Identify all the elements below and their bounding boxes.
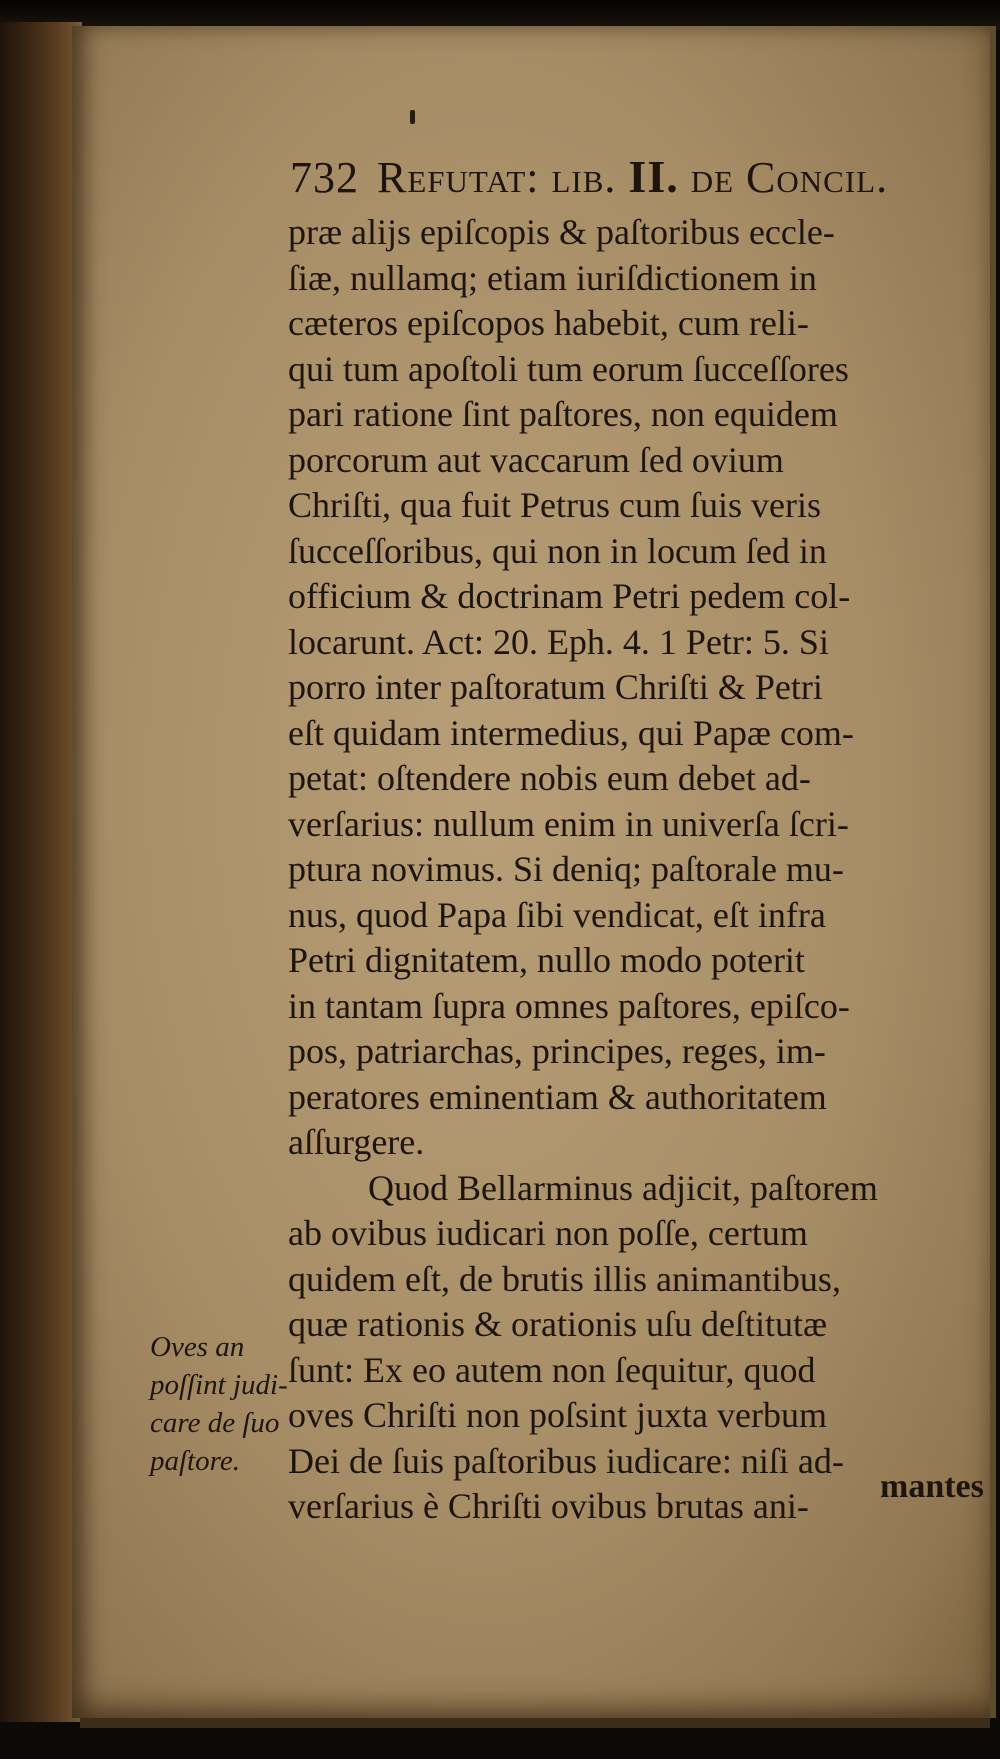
text-line: ſunt: Ex eo autem non ſequitur, quod — [288, 1349, 816, 1390]
text-line: Petri dignitatem, nullo modo poterit — [288, 940, 805, 980]
ink-mark — [410, 110, 415, 124]
text-line: locarunt. Act: 20. Eph. 4. 1 Petr: 5. Si — [288, 621, 829, 662]
text-line: præ alijs epiſcopis & paſtoribus eccle- — [288, 212, 835, 252]
margin-note-line: care de ſuo — [150, 1407, 280, 1439]
book-numeral: II. — [628, 151, 679, 202]
running-title-end: de Concil. — [690, 153, 889, 202]
margin-note-line: paſtore. — [150, 1445, 240, 1477]
text-line: Chriſti, qua fuit Petrus cum ſuis veris — [288, 485, 821, 525]
margin-note-line: Oves an — [150, 1331, 245, 1363]
text-line: quidem eſt, de brutis illis animantibus, — [288, 1258, 841, 1299]
margin-note-line: poſſint judi- — [150, 1369, 288, 1401]
text-line: pos, patriarchas, principes, reges, im- — [288, 1031, 826, 1071]
book-binding — [0, 22, 82, 1722]
text-line: peratores eminentiam & authoritatem — [288, 1076, 827, 1117]
margin-note — [150, 1328, 290, 1480]
text-line: verſarius: nullum enim in univerſa ſcri- — [288, 803, 849, 844]
text-line: ſucceſſoribus, qui non in locum ſed in — [288, 530, 827, 571]
text-line: pari ratione ſint paſtores, non equidem — [288, 394, 838, 434]
text-line: in tantam ſupra omnes paſtores, epiſco- — [288, 985, 850, 1026]
text-line: ſiæ, nullamq; etiam iuriſdictionem in — [288, 257, 817, 298]
text-line: Dei de ſuis paſtoribus iudicare: niſi ad- — [288, 1440, 844, 1481]
paragraph-start-line: Quod Bellarminus adjicit, paſtorem — [368, 1167, 878, 1208]
page-number: 732 — [290, 153, 359, 202]
text-line: ab ovibus iudicari non poſſe, certum — [288, 1213, 808, 1253]
text-line: petat: oſtendere nobis eum debet ad- — [288, 758, 811, 798]
text-line: cæteros epiſcopos habebit, cum reli- — [288, 303, 809, 343]
text-line: oves Chriſti non poſsint juxta verbum — [288, 1395, 827, 1435]
body-text — [288, 210, 988, 1530]
text-line: verſarius è Chriſti ovibus brutas ani- — [288, 1486, 809, 1526]
running-header — [290, 150, 980, 210]
running-title: Refutat: lib. — [377, 153, 617, 202]
catchword: mantes — [880, 1468, 984, 1505]
text-line: officium & doctrinam Petri pedem col- — [288, 576, 851, 616]
text-line: nus, quod Papa ſibi vendicat, eſt infra — [288, 894, 826, 935]
text-line: ptura novimus. Si deniq; paſtorale mu- — [288, 849, 844, 889]
page-bottom-edge — [80, 1718, 990, 1728]
text-line: eſt quidam intermedius, qui Papæ com- — [288, 712, 854, 753]
text-line: porcorum aut vaccarum ſed ovium — [288, 439, 784, 480]
text-line: aſſurgere. — [288, 1122, 425, 1162]
text-line: qui tum apoſtoli tum eorum ſucceſſores — [288, 348, 849, 389]
text-line: porro inter paſtoratum Chriſti & Petri — [288, 667, 823, 707]
text-line: quæ rationis & orationis uſu deſtitutæ — [288, 1304, 827, 1344]
